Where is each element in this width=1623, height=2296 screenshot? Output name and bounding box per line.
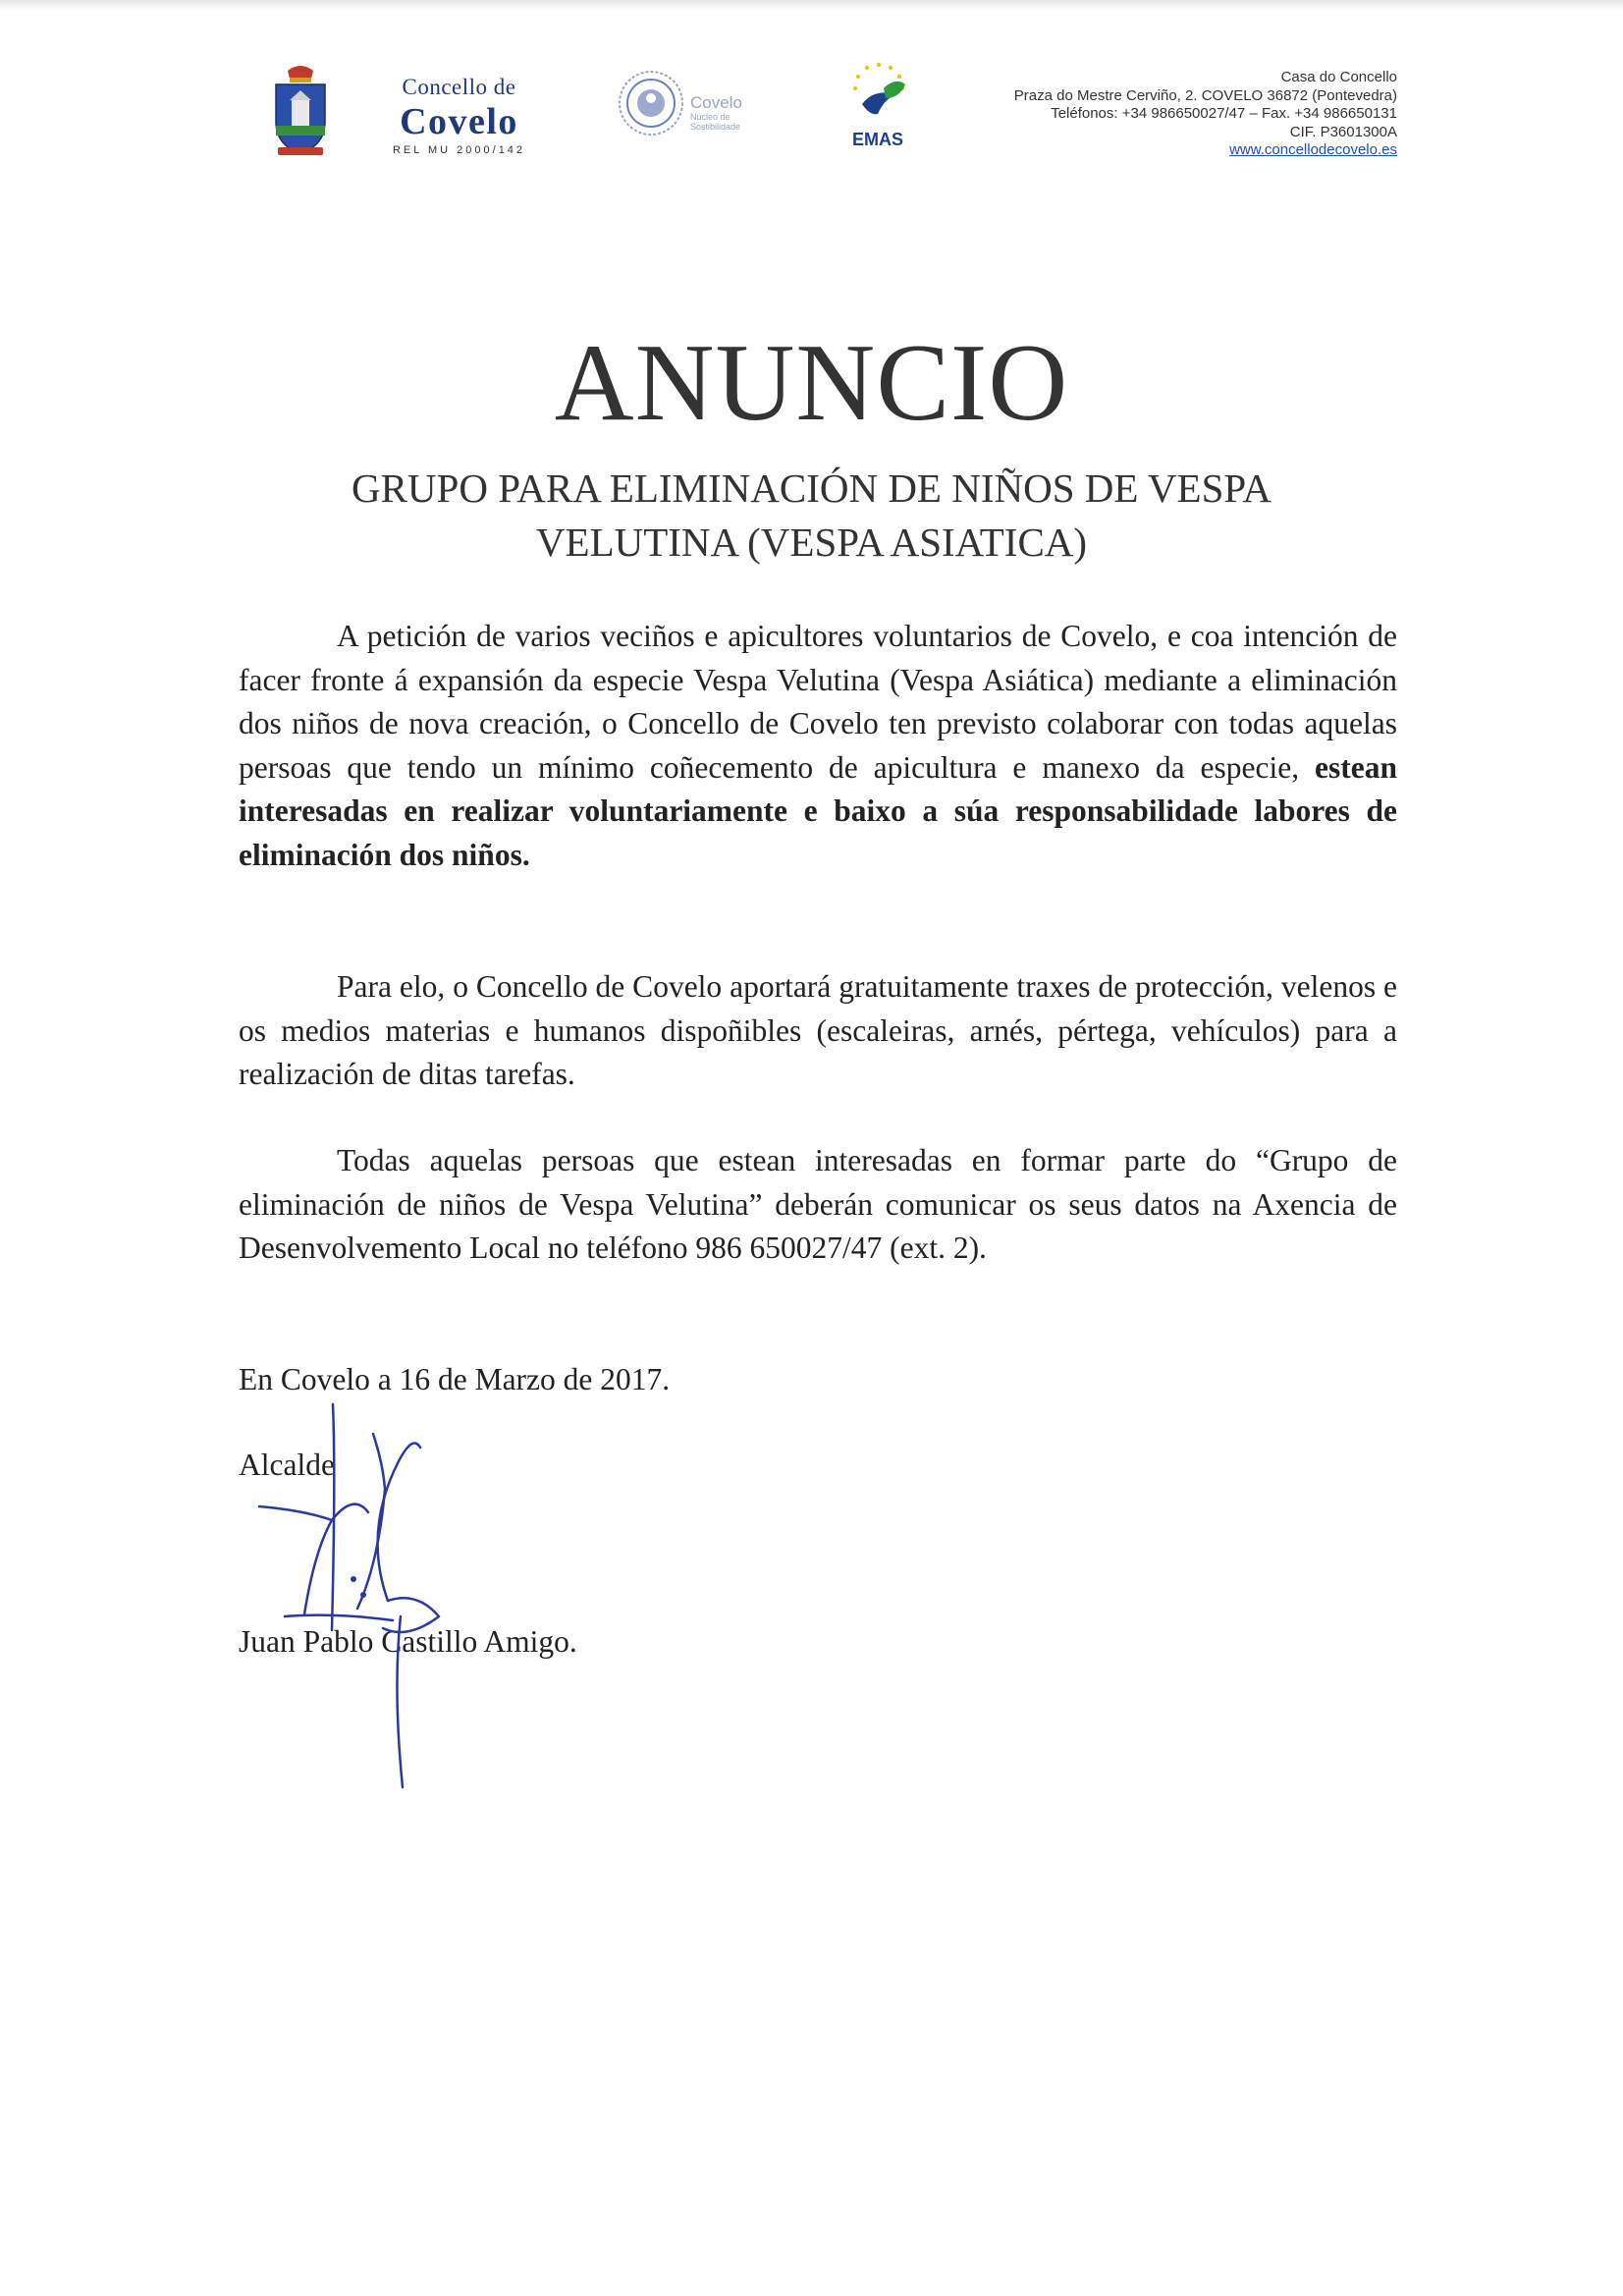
- signer-name: Juan Pablo Castillo Amigo.: [239, 1624, 577, 1659]
- signature-icon: [245, 1394, 550, 1817]
- concello-de-text: Concello de: [402, 75, 516, 99]
- seal-subtitle-1: Núcleo de: [690, 112, 730, 122]
- paragraph-1-bold: estean interesadas en realizar voluntariamente e baixo a súa responsabilidade labores de eliminación dos niños.: [239, 749, 1398, 872]
- paragraph-3-text: Todas aquelas persoas que estean interesadas en formar parte do “Grupo de eliminación de niños de Vespa Velutina” deberán comunicar os seus datos na Axencia de Desenvolvemento Local no teléfono 986 650027/47 (ext. 2).: [239, 1143, 1397, 1265]
- paragraph-2-text: Para elo, o Concello de Covelo aportará gratuitamente traxes de protección, velenos e os medios materias e humanos dispoñibles (escaleiras, arnés, pértega, vehículos) para a realización de ditas tarefas.: [239, 969, 1397, 1091]
- covelo-crest-icon: [270, 61, 331, 159]
- subtitle-line-2: VELUTINA (VESPA ASIATICA): [535, 519, 1088, 565]
- contact-block: [887, 69, 1397, 160]
- seal-subtitle-2: Sostibilidade: [690, 122, 741, 132]
- subtitle: [196, 462, 1427, 570]
- rel-code: REL MU 2000/142: [392, 144, 526, 156]
- contact-line-4: CIF. P3601300A: [1289, 123, 1397, 140]
- signer-role: Alcalde: [239, 1448, 335, 1482]
- seal-title: Covelo: [690, 93, 742, 112]
- seal-text: [690, 94, 798, 132]
- paragraph-3: [239, 1139, 1397, 1271]
- scan-edge: [0, 0, 1623, 10]
- paragraph-2: [239, 965, 1397, 1097]
- concello-logo: [378, 75, 540, 157]
- contact-line-1: Casa do Concello: [1280, 69, 1397, 85]
- covelo-name: Covelo: [400, 101, 518, 142]
- subtitle-line-1: GRUPO PARA ELIMINACIÓN DE NIÑOS DE VESPA: [351, 465, 1272, 511]
- paragraph-1-text: A petición de varios veciños e apicultores voluntarios de Covelo, e coa intención de facer fronte á expansión da especie Vespa Velutina (Vespa Asiática) mediante a eliminación dos niños de nova creación, o Concello de Covelo ten previsto colaborar con todas aquelas persoas que tendo un mínimo coñecemento de apicultura e manexo da especie,: [239, 619, 1397, 785]
- page-title: ANUNCIO: [554, 322, 1069, 444]
- sustainability-seal-icon: [617, 69, 685, 137]
- date-line: En Covelo a 16 de Marzo de 2017.: [239, 1362, 671, 1396]
- website-link[interactable]: www.concellodecovelo.es: [1229, 141, 1397, 158]
- contact-line-2: Praza do Mestre Cerviño, 2. COVELO 36872 (Pontevedra): [1013, 86, 1397, 104]
- emas-label: EMAS: [851, 130, 903, 149]
- paragraph-1: [239, 615, 1397, 877]
- contact-line-3: Teléfonos: +34 986650027/47 – Fax. +34 986650131: [1051, 105, 1397, 122]
